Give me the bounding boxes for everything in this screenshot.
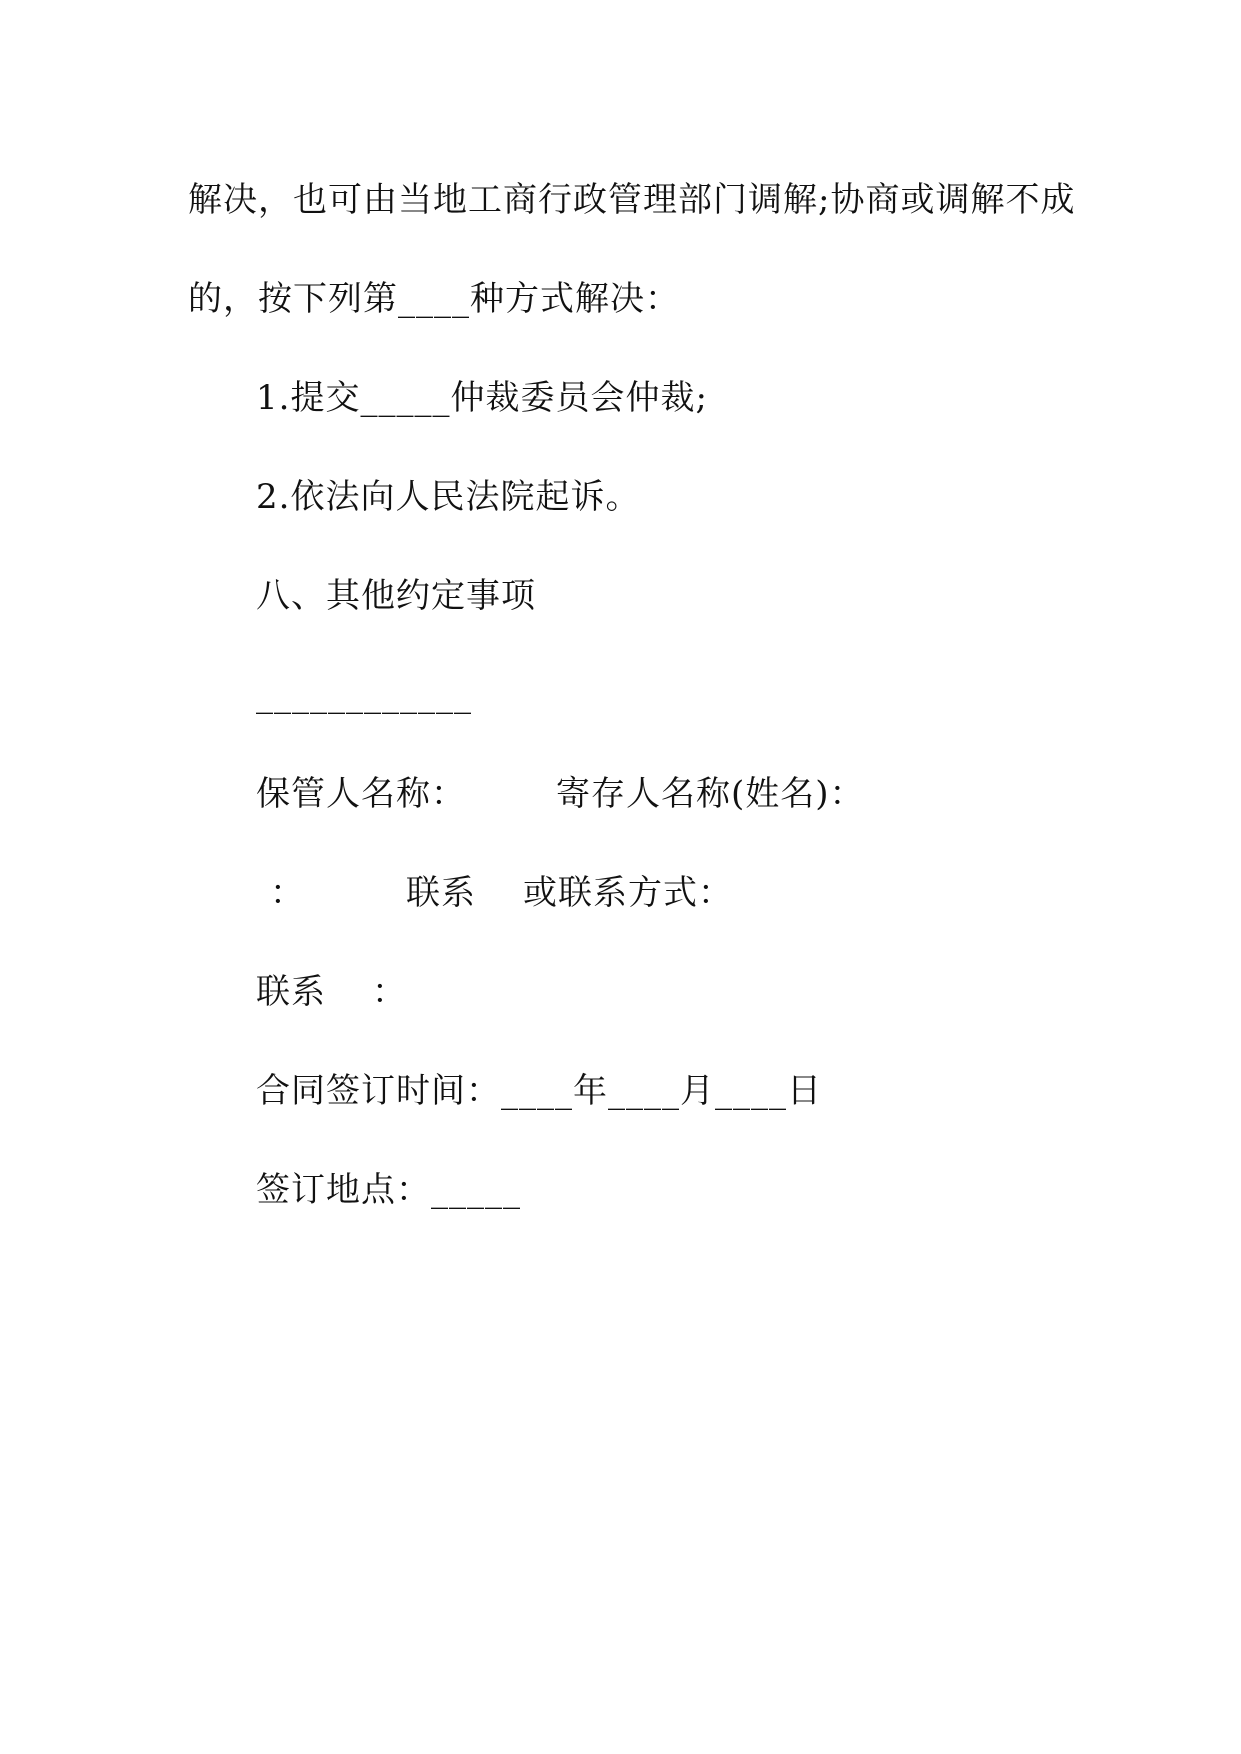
option-arbitration: 1.提交_____仲裁委员会仲裁;	[256, 378, 708, 418]
contact-label-2: 联系	[256, 972, 326, 1012]
option-lawsuit: 2.依法向人民法院起诉。	[256, 477, 641, 517]
colon-label-2: ：	[372, 972, 407, 1012]
blank-line-other-matters: ____________	[256, 675, 472, 715]
paragraph-resolution-method: 的，按下列第____种方式解决：	[188, 279, 680, 319]
section-heading-other-matters: 八、其他约定事项	[256, 576, 536, 616]
depositor-name-label: 寄存人名称(姓名)：	[556, 774, 865, 814]
contact-label: 联系	[406, 873, 476, 913]
signing-place-line: 签订地点：_____	[256, 1170, 521, 1210]
colon-label: ：	[270, 873, 305, 913]
custodian-name-label: 保管人名称：	[256, 774, 466, 814]
contact-method-label: 或联系方式：	[523, 873, 733, 913]
signing-date-line: 合同签订时间：____年____月____日	[256, 1071, 822, 1111]
paragraph-dispute-resolution: 解决，也可由当地工商行政管理部门调解;协商或调解不成	[188, 180, 1076, 220]
